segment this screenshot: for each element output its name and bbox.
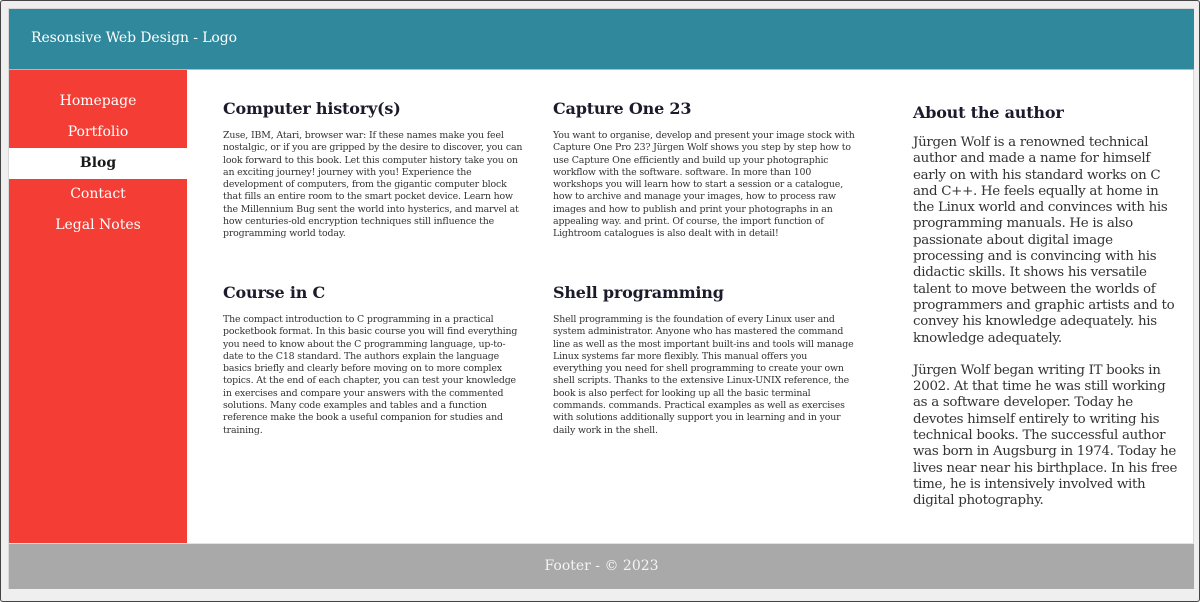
article-body: Shell programming is the foundation of every Linux user and system administrator. Anyone who has mastered the command line as well as the most important built-ins and tools will manage Linux systems far more flexibly. This manual offers you everything you need for shell programming to create your own shell scripts. Thanks to the extensive Linux-UNIX reference, the book is also perfect for looking up all the basic terminal commands. commands. Practical examples as well as exercises with solutions additionally support you in learning and in your daily work in the shell. <box>553 314 854 436</box>
article-body: The compact introduction to C programming in a practical pocketbook format. In this basic course you will find everything you need to know about the C programming language, up-to-date to the C18 standard. The authors explain the language basics briefly and clearly before moving on to more complex topics. At the end of each chapter, you can test your knowledge in exercises and compare your answers with the commented solutions. Many code examples and tables and a function reference make the book a useful companion for studies and training. <box>223 314 518 436</box>
article-course-in-c <box>223 283 525 437</box>
article-body: You want to organise, develop and present your image stock with Capture One Pro 23? Jürgen Wolf shows you step by step how to use Capture One efficiently and build up your photographic workflow with the software. software. In more than 100 workshops you will learn how to start a session or a catalogue, how to archive and manage your images, how to process raw images and how to publish and print your photographs in an appealing way. and print. Of course, the import function of Lightroom catalogues is also dealt with in detail! <box>553 130 855 240</box>
article-capture-one <box>553 99 855 241</box>
footer <box>9 543 1194 589</box>
main-content <box>187 70 1194 543</box>
article-title: Course in C <box>223 283 326 302</box>
footer-text: Footer - © 2023 <box>544 558 659 574</box>
nav-item-portfolio[interactable]: Portfolio <box>67 124 129 140</box>
article-computer-history <box>223 99 525 241</box>
logo[interactable]: Resonsive Web Design - Logo <box>31 30 237 46</box>
article-title: Shell programming <box>553 283 724 302</box>
about-author <box>913 103 1181 526</box>
nav-item-homepage[interactable]: Homepage <box>59 93 137 109</box>
article-title: Capture One 23 <box>553 99 692 118</box>
aside-title: About the author <box>913 103 1064 122</box>
nav-item-contact[interactable]: Contact <box>70 186 126 202</box>
article-shell-programming <box>553 283 855 437</box>
nav-item-blog[interactable]: Blog <box>9 148 187 179</box>
sidebar-nav <box>9 70 187 543</box>
article-title: Computer history(s) <box>223 99 401 118</box>
aside-paragraph: Jürgen Wolf began writing IT books in 2002. At that time he was still working as a software developer. Today he devotes himself entirely to writing his technical books. The successful author was born in Augsburg in 1974. Today he lives near near his birthplace. In his free time, he is intensively involved with digital photography. <box>913 362 1178 509</box>
article-body: Zuse, IBM, Atari, browser war: If these names make you feel nostalgic, or if you are gripped by the desire to discover, you can look forward to this book. Let this computer history take you on an exciting journey! journey with you! Experience the development of computers, from the gigantic computer block that fills an entire room to the smart pocket device. Learn how the Millennium Bug sent the world into hysterics, and marvel at how centuries-old encryption techniques still influence the programming world today. <box>223 130 523 240</box>
nav-item-legal-notes[interactable]: Legal Notes <box>55 217 141 233</box>
header <box>9 9 1194 70</box>
page <box>8 8 1194 589</box>
aside-paragraph: Jürgen Wolf is a renowned technical author and made a name for himself early on with his standard works on C and C++. He feels equally at home in the Linux world and convinces with his programming manuals. He is also passionate about digital image processing and is convincing with his didactic skills. It shows his versatile talent to move between the worlds of programmers and graphic artists and to convey his knowledge adequately. his knowledge adequately. <box>913 135 1175 346</box>
